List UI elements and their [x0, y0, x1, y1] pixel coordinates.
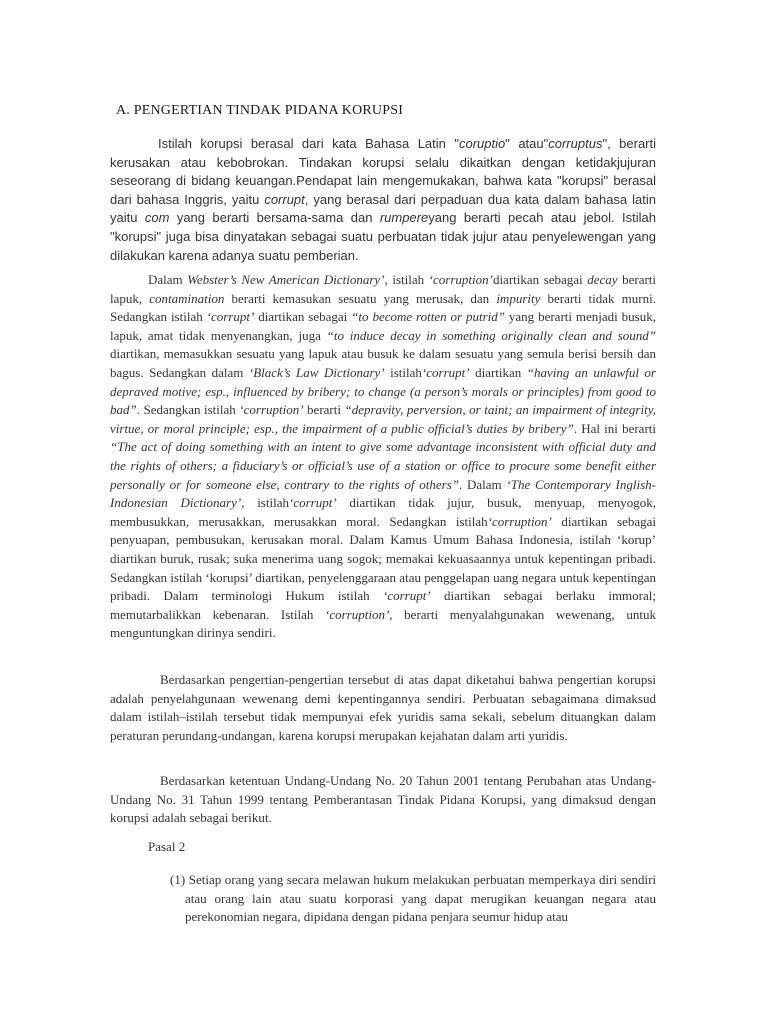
italic-term: Webster’s New American Dictionary’: [187, 272, 385, 287]
italic-term: “depravity, perversion, or taint; an impairment of integrity, virtue, or moral principle; esp., the impairment of a public official’s duties by bribery”: [110, 402, 656, 436]
text-run: diartikan sebagai berlaku immoral; memutarbalikkan kebenaran. Istilah: [110, 588, 656, 622]
italic-term: ‘corrupt’: [206, 309, 255, 325]
text-run: yang berarti menjadi busuk, lapuk, amat tidak menyenangkan, juga: [110, 309, 656, 343]
paragraph-etymology: [110, 135, 656, 265]
italic-term: ‘corrupt’: [288, 495, 337, 511]
italic-term: corrupt: [264, 191, 305, 207]
paragraph-text: Berdasarkan ketentuan Undang-Undang No. 20 Tahun 2001 tentang Perubahan atas Undang-Undang No. 31 Tahun 1999 tentang Pemberantasan Tindak Pidana Korupsi, yang dimaksud dengan korupsi adalah sebagai berikut.: [110, 773, 656, 826]
section-heading: A. PENGERTIAN TINDAK PIDANA KORUPSI: [116, 103, 404, 118]
italic-term: ‘corruption’: [239, 402, 304, 418]
paragraph-dictionary-definitions: [110, 271, 656, 643]
text-run: diartikan sebagai: [254, 309, 352, 325]
italic-term: ‘corruption’: [428, 272, 493, 287]
text-run: diartikan: [469, 364, 527, 380]
text-run: , yang berasal dari perpaduan dua kata dalam bahasa latin yaitu: [110, 191, 656, 226]
italic-term: “The act of doing something with an intent to give some advantage inconsistent with official duty and the rights of others; a fiduciary’s or official’s use of a station or office to procure some benefit either personally or for someone else, contrary to the rights of others”: [110, 439, 656, 492]
paragraph-legal-basis: [110, 772, 656, 828]
text-run: diartikan, memasukkan sesuatu yang lapuk atau busuk ke dalam sesuatu yang semula berisi bersih dan bagus. Sedangkan dalam: [110, 346, 656, 380]
text-run: , berarti menyalahgunakan wewenang, untuk menguntungkan dirinya sendiri.: [110, 606, 656, 641]
article-item-text: [148, 871, 656, 927]
italic-term: “to induce decay in something originally clean and sound”: [326, 327, 656, 343]
italic-term: impurity: [496, 290, 541, 306]
article-item: [148, 871, 656, 927]
italic-term: rumpere: [379, 210, 429, 226]
paragraph-text: Berdasarkan pengertian-pengertian tersebut di atas dapat diketahui bahwa pengertian korupsi adalah penyelahgunaan wewenang demi kepentingannya sendiri. Perbuatan sebagaimana dimaksud dalam istilah–istilah tersebut tidak mempunyai efek yuridis sama sekali, sebelum dituangkan dalam peraturan perundang-undangan, karena korupsi merupakan kejahatan dalam arti yuridis.: [110, 672, 656, 743]
italic-term: ‘Black’s Law Dictionary’: [248, 364, 385, 380]
text-run: " atau": [505, 136, 549, 151]
text-run: berarti lapuk,: [110, 272, 657, 306]
text-run: , istilah: [384, 272, 429, 287]
italic-term: ‘corrupt’: [421, 364, 470, 380]
text-run: Dalam: [148, 272, 188, 287]
text-run: yang berarti pecah atau jebol. Istilah "korupsi" juga bisa dinyatakan sebagai suatu perbuatan tidak jujur atau penyelewengan yang dilakukan karena adanya suatu pemberian.: [110, 210, 656, 263]
text-run: istilah: [384, 364, 422, 380]
text-run: Istilah korupsi berasal dari kata Bahasa Latin ": [158, 136, 459, 151]
item-number: (1): [170, 872, 186, 887]
text-run: berarti tidak murni. Sedangkan istilah: [110, 290, 656, 325]
text-run: , istilah: [241, 495, 289, 511]
text-run: ", berarti kerusakan atau kebobrokan. Tindakan korupsi selalu dikaitkan dengan ketidakjujuran seseorang di bidang keuangan.Pendapat lain mengemukakan, bahwa kata "korupsi" berasal dari bahasa Inggris, yaitu: [110, 136, 657, 207]
italic-term: ‘corruption’: [325, 606, 390, 622]
text-run: diartikan sebagai: [492, 272, 588, 287]
italic-term: com: [144, 210, 170, 226]
text-run: yang berarti bersama-sama dan: [169, 210, 380, 226]
text-run: . Dalam: [459, 476, 507, 492]
italic-term: ‘The Contemporary Inglish-Indonesian Dictionary’: [110, 476, 657, 511]
italic-term: ‘corruption’: [487, 513, 552, 529]
italic-term: “having an unlawful or depraved motive; esp., influenced by bribery; to change (a person’s morals or principles) from good to bad”: [110, 364, 656, 418]
text-run: . Sedangkan istilah: [136, 402, 240, 418]
text-run: diartikan sebagai penyuapan, pembusukan, kerusakan moral. Dalam Kamus Umum Bahasa Indonesia, istilah ‘korup’ diartikan buruk, rusak; suka menerima uang sogok; memakai kekuasaannya untuk kepentingan pribadi. Sedangkan istilah ‘korupsi’ diartikan, penyelenggaraan atau penggelapan uang negara untuk kepentingan pribadi. Dalam terminologi Hukum istilah: [110, 513, 656, 604]
italic-term: ‘corrupt’: [383, 588, 431, 604]
paragraph-conclusion: [110, 671, 656, 745]
italic-term: decay: [587, 272, 618, 287]
italic-term: “to become rotten or putrid”: [351, 309, 505, 325]
article-title: Pasal 2: [148, 839, 186, 854]
text-run: berarti kemasukan sesuatu yang merusak, dan: [224, 290, 497, 306]
italic-term: corruptus: [548, 136, 603, 151]
text-run: diartikan tidak jujur, busuk, menyuap, menyogok, membusukkan, merusakkan, merusakkan moral. Sedangkan istilah: [110, 495, 657, 529]
item-text: Setiap orang yang secara melawan hukum melakukan perbuatan memperkaya diri sendiri atau orang lain atau suatu korporasi yang dapat merugikan keuangan negara atau perekonomian negara, dipidana dengan pidana penjara seumur hidup atau: [185, 872, 657, 925]
italic-term: coruptio: [458, 136, 506, 151]
text-run: . Hal ini berarti: [573, 420, 656, 436]
text-run: berarti: [303, 402, 345, 418]
italic-term: contamination: [149, 290, 225, 306]
